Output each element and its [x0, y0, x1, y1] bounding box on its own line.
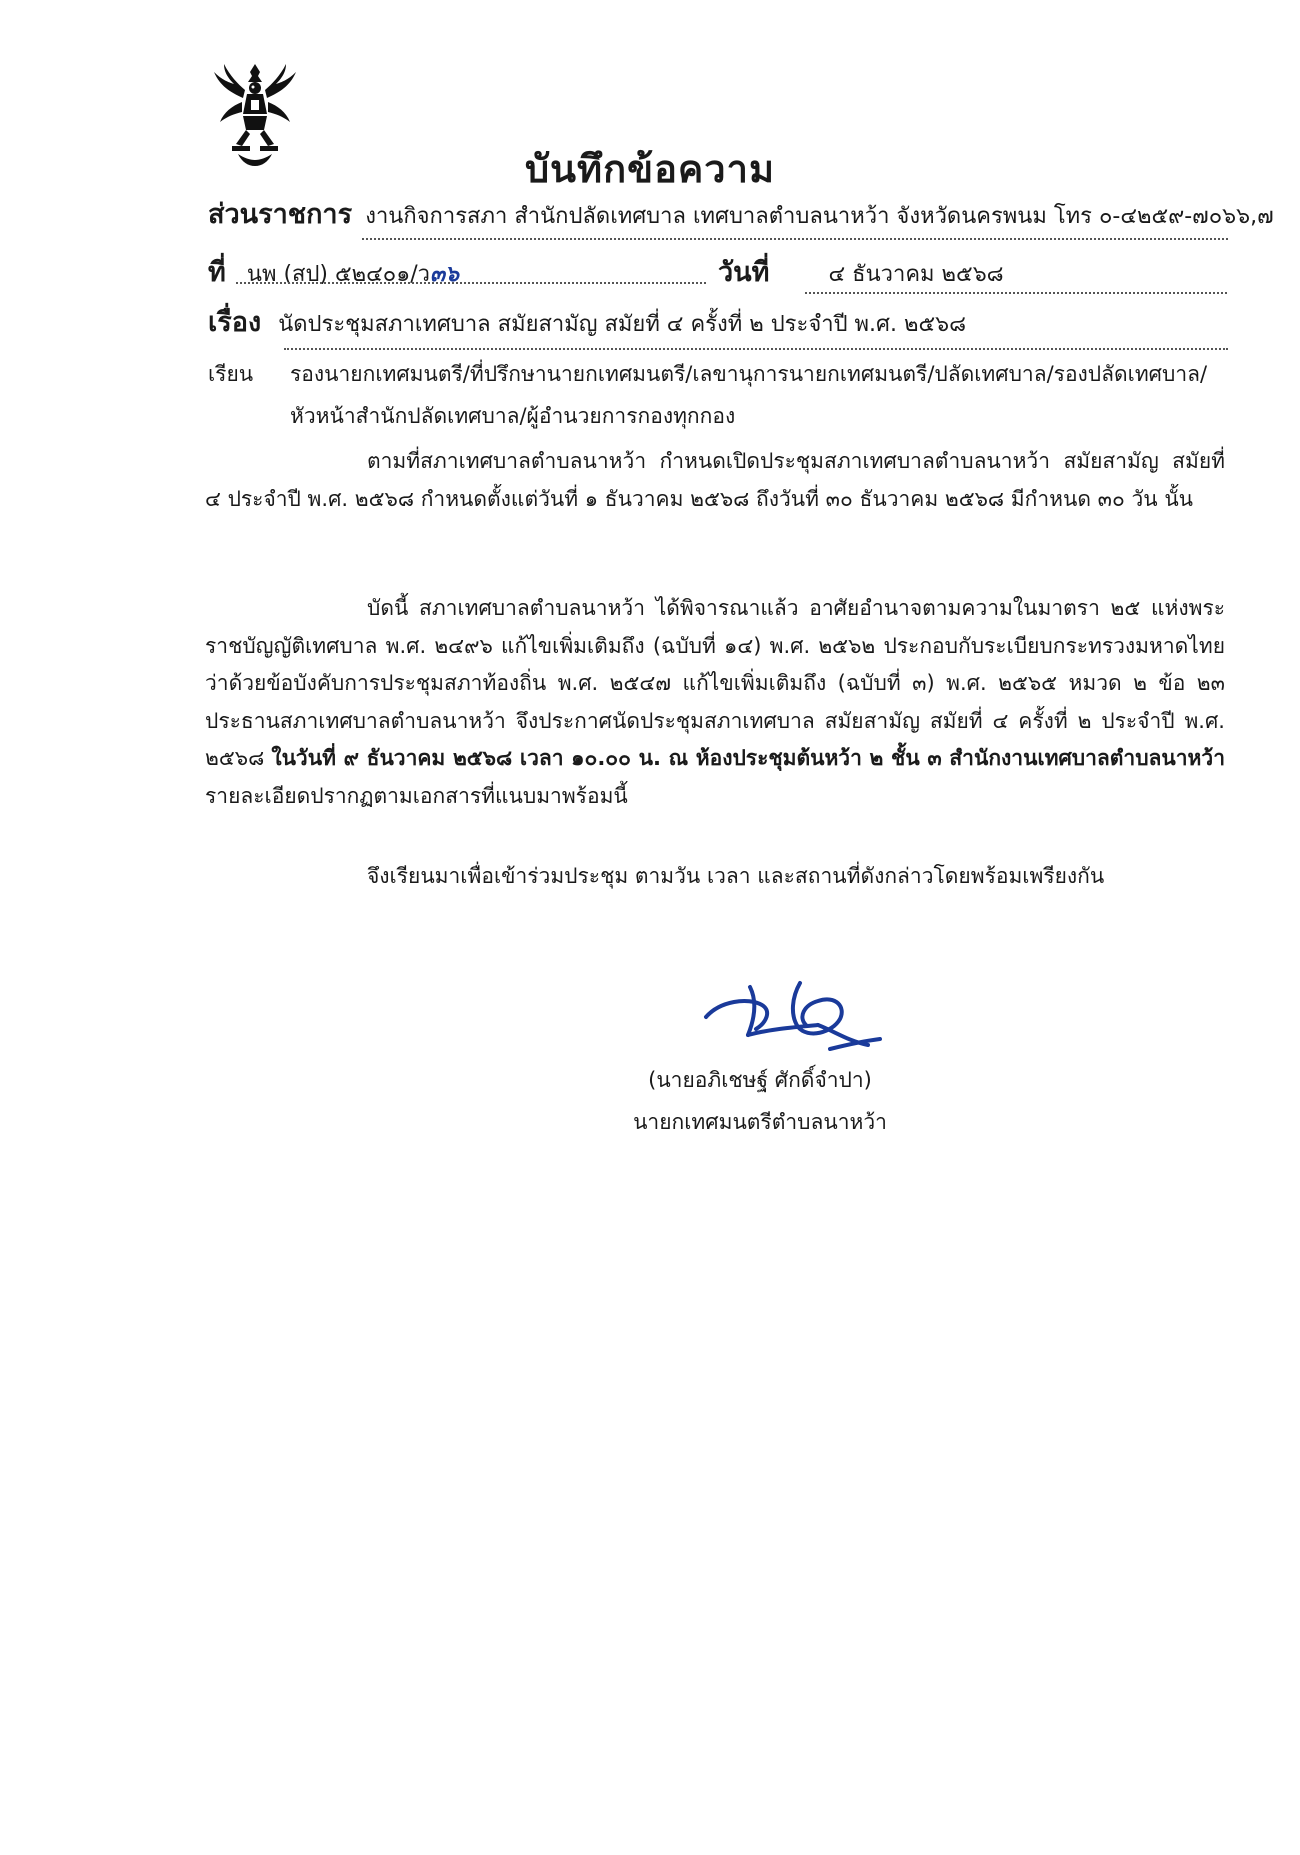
salutation-label: เรียน	[208, 362, 254, 386]
division-dotted-line	[362, 238, 1228, 240]
paragraph-2	[205, 590, 1225, 815]
meeting-datetime-location: ในวันที่ ๙ ธันวาคม ๒๕๖๘ เวลา ๑๐.๐๐ น. ณ ห้องประชุมต้นหว้า ๒ ชั้น ๓ สำนักงานเทศบาลตำบลนาหว้า	[271, 746, 1225, 770]
handwritten-signature-icon	[700, 975, 885, 1057]
memo-title: บันทึกข้อความ	[524, 147, 776, 191]
signatory-name: (นายอภิเชษฐ์ ศักดิ์จำปา)	[648, 1068, 872, 1092]
subject-label: เรื่อง	[208, 307, 262, 338]
signatory-position: นายกเทศมนตรีตำบลนาหว้า	[633, 1110, 887, 1134]
salutation-line-2: หัวหน้าสำนักปลัดเทศบาล/ผู้อำนวยการกองทุกกอง	[290, 404, 736, 428]
paragraph-1: ตามที่สภาเทศบาลตำบลนาหว้า กำหนดเปิดประชุมสภาเทศบาลตำบลนาหว้า สมัยสามัญ สมัยที่ ๔ ประจำปี พ.ศ. ๒๕๖๘ กำหนดตั้งแต่วันที่ ๑ ธันวาคม ๒๕๖๘ ถึงวันที่ ๓๐ ธันวาคม ๒๕๖๘ มีกำหนด ๓๐ วัน นั้น	[205, 449, 1225, 511]
subject-value: นัดประชุมสภาเทศบาล สมัยสามัญ สมัยที่ ๔ ครั้งที่ ๒ ประจำปี พ.ศ. ๒๕๖๘	[278, 312, 967, 337]
paragraph-2-attachment-note: รายละเอียดปรากฏตามเอกสารที่แนบมาพร้อมนี้	[205, 783, 628, 808]
closing-line: จึงเรียนมาเพื่อเข้าร่วมประชุม ตามวัน เวลา และสถานที่ดังกล่าวโดยพร้อมเพรียงกัน	[367, 864, 1105, 888]
reference-dotted-line	[236, 282, 706, 284]
subject-row	[208, 300, 966, 348]
subject-dotted-line	[284, 348, 1228, 350]
reference-handwritten-number: ๓๖	[429, 262, 459, 287]
reference-row	[208, 250, 459, 298]
division-label: ส่วนราชการ	[208, 199, 353, 230]
date-label: วันที่	[718, 257, 770, 288]
date-dotted-line	[805, 292, 1227, 294]
division-row	[208, 192, 1274, 240]
reference-value: นพ (สป) ๕๒๔๐๑/ว	[246, 262, 430, 287]
paragraph-2-text: บัดนี้ สภาเทศบาลตำบลนาหว้า ได้พิจารณาแล้ว อาศัยอำนาจตามความในมาตรา ๒๕ แห่งพระราชบัญญัติเทศบาล พ.ศ. ๒๔๙๖ แก้ไขเพิ่มเติมถึง (ฉบับที่ ๑๔) พ.ศ. ๒๕๖๒ ประกอบกับระเบียบกระทรวงมหาดไทยว่าด้วยข้อบังคับการประชุมสภาท้องถิ่น พ.ศ. ๒๕๔๗ แก้ไขเพิ่มเติมถึง (ฉบับที่ ๓) พ.ศ. ๒๕๖๕ หมวด ๒ ข้อ ๒๓ ประธานสภาเทศบาลตำบลนาหว้า จึงประกาศนัดประชุมสภาเทศบาล สมัยสามัญ สมัยที่ ๔ ครั้งที่ ๒ ประจำปี พ.ศ. ๒๕๖๘	[205, 596, 1225, 770]
date-row	[718, 250, 1004, 298]
reference-label: ที่	[208, 257, 226, 288]
date-value: ๔ ธันวาคม ๒๕๖๘	[828, 262, 1004, 287]
salutation-line-1: รองนายกเทศมนตรี/ที่ปรึกษานายกเทศมนตรี/เลขานุการนายกเทศมนตรี/ปลัดเทศบาล/รองปลัดเทศบาล/	[290, 362, 1208, 386]
division-value: งานกิจการสภา สำนักปลัดเทศบาล เทศบาลตำบลนาหว้า จังหวัดนครพนม โทร ๐-๔๒๕๙-๗๐๖๖,๗	[365, 204, 1274, 229]
